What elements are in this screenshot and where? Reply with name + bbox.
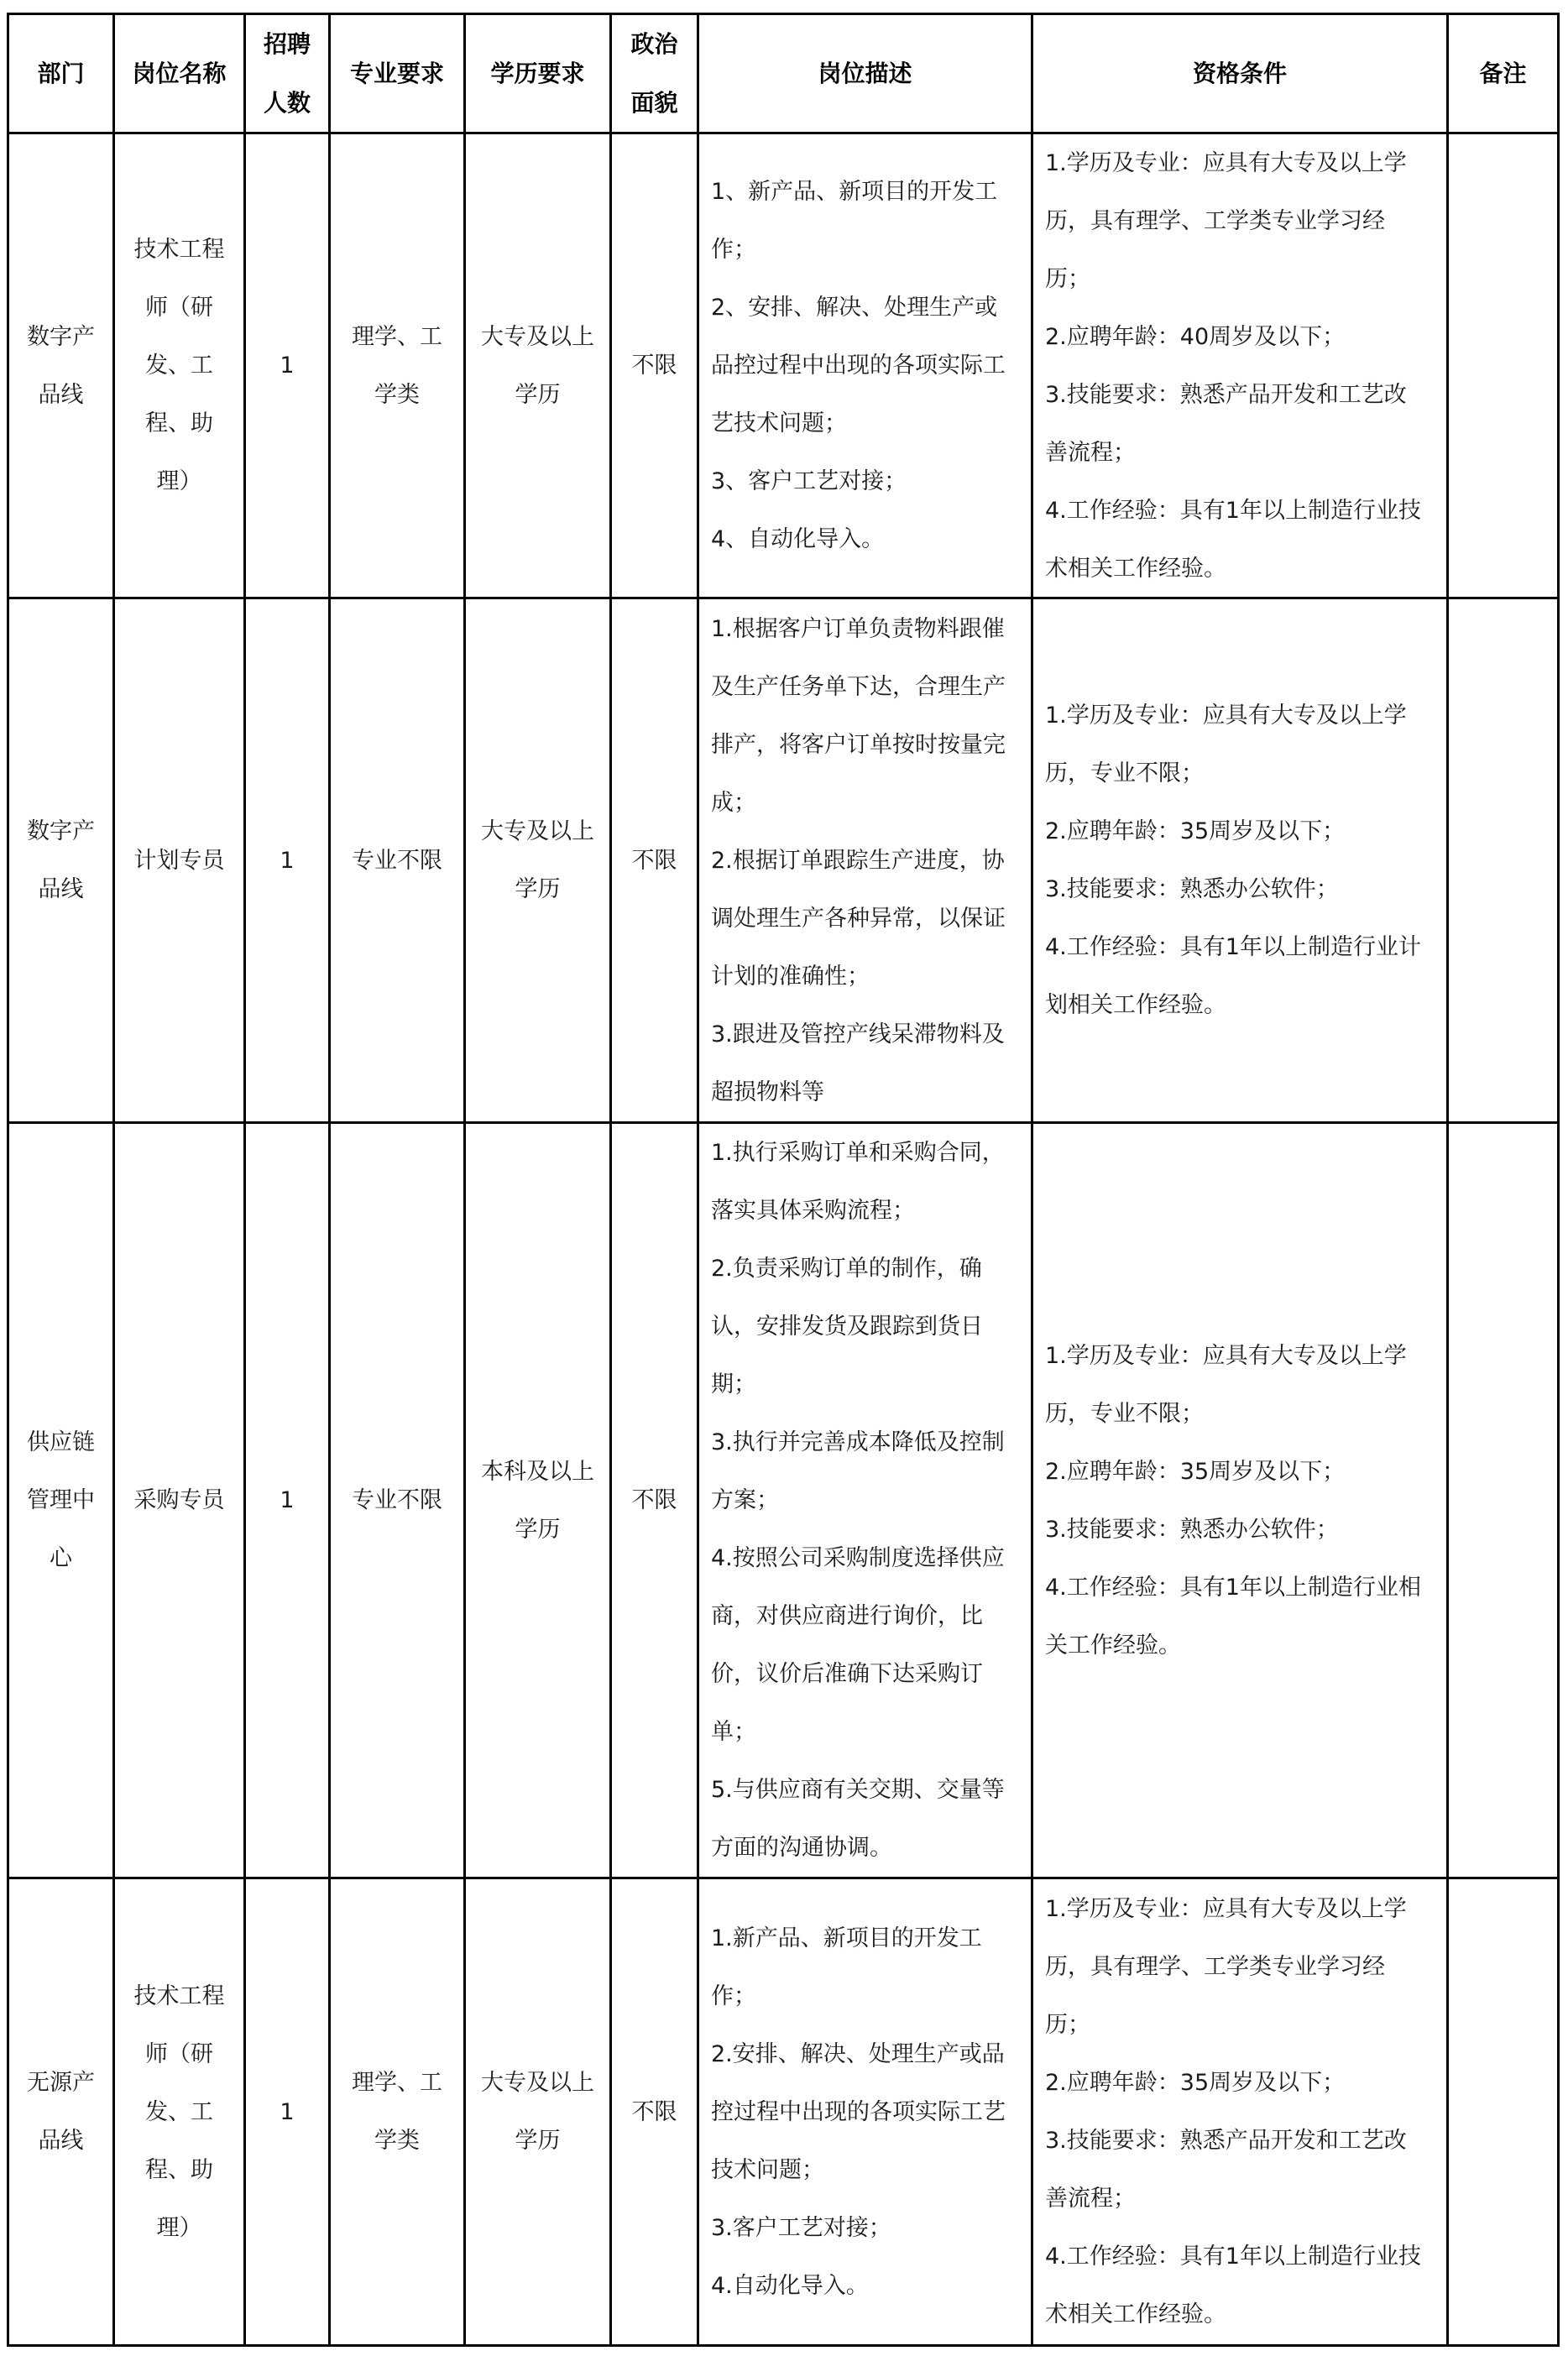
cell-department — [9, 599, 112, 1121]
cell-text: 品线 — [38, 876, 84, 902]
cell-text: 3.技能要求：熟悉产品开发和工艺改 — [1045, 381, 1407, 408]
cell-text: 1 — [280, 847, 295, 874]
cell-position — [115, 599, 243, 1121]
cell-text: 善流程； — [1045, 439, 1136, 466]
cell-text: 供应链 — [27, 1429, 95, 1455]
cell-text: 技术问题； — [711, 2156, 824, 2183]
cell-text: 本科及以上 — [481, 1458, 594, 1485]
cell-text: 历，具有理学、工学类专业学习经 — [1045, 207, 1385, 234]
header-position — [115, 15, 243, 132]
column-divider — [1557, 13, 1560, 2347]
cell-text: 大专及以上 — [481, 818, 594, 844]
cell-text: 1.学历及专业：应具有大专及以上学 — [1045, 703, 1407, 729]
cell-text: 期； — [711, 1371, 756, 1397]
cell-text: 3.技能要求：熟悉办公软件； — [1045, 876, 1339, 902]
cell-text: 师（研 — [145, 2040, 213, 2067]
header-text: 招聘 — [263, 29, 311, 58]
cell-headcount — [246, 134, 328, 597]
header-text: 学历要求 — [490, 59, 585, 87]
cell-text: 不限 — [631, 353, 677, 379]
cell-text: 4.按照公司采购制度选择供应 — [711, 1545, 1005, 1571]
cell-text: 商，对供应商进行询价，比 — [711, 1603, 983, 1629]
column-divider — [1446, 13, 1449, 2347]
cell-text: 艺技术问题； — [711, 410, 847, 436]
cell-text: 无源产 — [27, 2070, 95, 2096]
cell-text: 1.学历及专业：应具有大专及以上学 — [1045, 1896, 1407, 1922]
cell-political-status — [612, 599, 697, 1121]
cell-text: 学类 — [374, 2128, 420, 2154]
cell-text: 善流程； — [1045, 2186, 1136, 2212]
header-text: 专业要求 — [349, 59, 444, 87]
cell-text: 技术工程 — [133, 1982, 225, 2009]
cell-text: 2.应聘年龄：35周岁及以下； — [1045, 2070, 1346, 2096]
cell-text: 大专及以上 — [481, 323, 594, 350]
cell-text: 2.应聘年龄：35周岁及以下； — [1045, 818, 1346, 844]
cell-text: 学历 — [515, 1516, 561, 1543]
cell-text: 数字产 — [27, 818, 95, 844]
header-text: 政治 — [630, 29, 678, 58]
cell-department — [9, 134, 112, 597]
cell-text: 4.工作经验：具有1年以上制造行业技 — [1045, 497, 1421, 524]
cell-text: 价，议价后准确下达采购订 — [711, 1661, 983, 1687]
cell-position — [115, 1124, 243, 1877]
cell-education — [466, 134, 609, 597]
cell-text: 术相关工作经验。 — [1045, 2301, 1226, 2327]
column-divider — [112, 13, 115, 2347]
cell-text: 理） — [156, 468, 202, 494]
cell-text: 品线 — [38, 381, 84, 408]
cell-text: 1.新产品、新项目的开发工 — [711, 1925, 982, 1951]
cell-education — [466, 1879, 609, 2344]
header-department — [9, 15, 112, 132]
cell-qualifications — [1033, 1124, 1446, 1877]
cell-text: 控过程中出现的各项实际工艺 — [711, 2098, 1006, 2125]
column-divider — [7, 13, 9, 2347]
cell-description — [699, 599, 1031, 1121]
cell-position — [115, 134, 243, 597]
column-divider — [243, 13, 246, 2347]
cell-political-status — [612, 134, 697, 597]
cell-political-status — [612, 1124, 697, 1877]
cell-education — [466, 1124, 609, 1877]
cell-text: 计划专员 — [133, 847, 225, 874]
cell-text: 品控过程中出现的各项实际工 — [711, 353, 1006, 379]
cell-text: 2.安排、解决、处理生产或品 — [711, 2040, 1005, 2067]
cell-text: 2.应聘年龄：35周岁及以下； — [1045, 1458, 1346, 1485]
cell-text: 1.学历及专业：应具有大专及以上学 — [1045, 1342, 1407, 1369]
cell-text: 理） — [156, 2214, 202, 2241]
header-description — [699, 15, 1031, 132]
cell-text: 3、客户工艺对接； — [711, 468, 907, 494]
cell-text: 心 — [50, 1545, 72, 1571]
column-divider — [463, 13, 466, 2347]
cell-text: 2.应聘年龄：40周岁及以下； — [1045, 323, 1346, 350]
cell-political-status — [612, 1879, 697, 2344]
cell-text: 专业不限 — [352, 847, 442, 874]
cell-headcount — [246, 1879, 328, 2344]
cell-text: 3.技能要求：熟悉产品开发和工艺改 — [1045, 2128, 1407, 2154]
column-divider — [1031, 13, 1033, 2347]
cell-major — [331, 599, 463, 1121]
cell-major — [331, 1124, 463, 1877]
cell-text: 超损物料等 — [711, 1079, 824, 1105]
cell-text: 数字产 — [27, 323, 95, 350]
header-headcount — [246, 15, 328, 132]
cell-text: 4、自动化导入。 — [711, 526, 885, 552]
header-qualifications — [1033, 15, 1446, 132]
cell-description — [699, 1124, 1031, 1877]
cell-text: 4.工作经验：具有1年以上制造行业技 — [1045, 2244, 1421, 2270]
cell-text: 关工作经验。 — [1045, 1632, 1181, 1659]
cell-remarks — [1449, 134, 1557, 597]
header-text: 岗位名称 — [132, 59, 227, 87]
cell-text: 1 — [280, 353, 295, 379]
row-divider — [7, 1121, 1560, 1124]
cell-text: 管理中 — [27, 1487, 95, 1513]
cell-text: 成； — [711, 789, 756, 816]
header-major — [331, 15, 463, 132]
cell-qualifications — [1033, 134, 1446, 597]
cell-text: 专业不限 — [352, 1487, 442, 1513]
cell-text: 理学、工 — [352, 2070, 442, 2096]
cell-text: 方案； — [711, 1487, 779, 1513]
row-divider — [7, 132, 1560, 134]
cell-text: 1 — [280, 2098, 295, 2125]
cell-text: 排产，将客户订单按时按量完 — [711, 731, 1006, 758]
cell-text: 师（研 — [145, 295, 213, 321]
cell-text: 发、工 — [145, 2098, 213, 2125]
cell-text: 不限 — [631, 1487, 677, 1513]
column-divider — [328, 13, 331, 2347]
cell-text: 大专及以上 — [481, 2070, 594, 2096]
cell-text: 1、新产品、新项目的开发工 — [711, 179, 998, 205]
cell-text: 理学、工 — [352, 323, 442, 350]
cell-text: 单； — [711, 1719, 756, 1745]
cell-text: 程、助 — [145, 410, 213, 436]
column-divider — [609, 13, 612, 2347]
row-divider — [7, 597, 1560, 599]
cell-major — [331, 1879, 463, 2344]
cell-qualifications — [1033, 1879, 1446, 2344]
cell-headcount — [246, 1124, 328, 1877]
cell-description — [699, 134, 1031, 597]
cell-text: 2.根据订单跟踪生产进度，协 — [711, 847, 1005, 874]
cell-text: 2.负责采购订单的制作，确 — [711, 1256, 982, 1282]
header-text: 岗位描述 — [818, 59, 912, 87]
cell-remarks — [1449, 1879, 1557, 2344]
cell-text: 落实具体采购流程； — [711, 1198, 915, 1224]
cell-text: 2、安排、解决、处理生产或 — [711, 295, 998, 321]
cell-text: 划相关工作经验。 — [1045, 992, 1226, 1018]
header-education — [466, 15, 609, 132]
cell-text: 及生产任务单下达，合理生产 — [711, 673, 1006, 700]
header-remarks — [1449, 15, 1557, 132]
cell-text: 3.执行并完善成本降低及控制 — [711, 1429, 1005, 1455]
header-text: 部门 — [37, 59, 85, 87]
cell-text: 历，专业不限； — [1045, 1400, 1204, 1427]
cell-text: 4.工作经验：具有1年以上制造行业相 — [1045, 1574, 1421, 1601]
cell-text: 程、助 — [145, 2156, 213, 2183]
cell-text: 不限 — [631, 847, 677, 874]
cell-text: 3.客户工艺对接； — [711, 2214, 891, 2241]
cell-text: 学历 — [515, 876, 561, 902]
cell-text: 学历 — [515, 2128, 561, 2154]
cell-text: 技术工程 — [133, 237, 225, 263]
cell-text: 1 — [280, 1487, 295, 1513]
cell-text: 3.跟进及管控产线呆滞物料及 — [711, 1021, 1005, 1047]
cell-text: 1.根据客户订单负责物料跟催 — [711, 615, 1005, 642]
cell-major — [331, 134, 463, 597]
cell-text: 作； — [711, 237, 756, 263]
header-text: 人数 — [263, 88, 311, 117]
cell-position — [115, 1879, 243, 2344]
cell-text: 1.执行采购订单和采购合同， — [711, 1140, 1005, 1166]
cell-remarks — [1449, 1124, 1557, 1877]
cell-text: 4.工作经验：具有1年以上制造行业计 — [1045, 934, 1421, 960]
cell-department — [9, 1124, 112, 1877]
cell-text: 历； — [1045, 2012, 1090, 2038]
header-text: 面貌 — [630, 88, 678, 117]
row-divider — [7, 1877, 1560, 1879]
cell-headcount — [246, 599, 328, 1121]
cell-education — [466, 599, 609, 1121]
header-text: 备注 — [1479, 59, 1527, 87]
cell-text: 品线 — [38, 2128, 84, 2154]
cell-text: 方面的沟通协调。 — [711, 1835, 892, 1861]
cell-department — [9, 1879, 112, 2344]
cell-text: 调处理生产各种异常，以保证 — [711, 905, 1006, 932]
cell-text: 历，专业不限； — [1045, 760, 1204, 786]
row-divider — [7, 13, 1560, 15]
cell-description — [699, 1879, 1031, 2344]
cell-text: 学历 — [515, 381, 561, 408]
cell-text: 发、工 — [145, 353, 213, 379]
cell-text: 计划的准确性； — [711, 963, 870, 990]
cell-text: 作； — [711, 1982, 756, 2009]
cell-text: 学类 — [374, 381, 420, 408]
cell-text: 历，具有理学、工学类专业学习经 — [1045, 1954, 1385, 1980]
cell-text: 1.学历及专业：应具有大专及以上学 — [1045, 149, 1407, 176]
cell-text: 4.自动化导入。 — [711, 2272, 869, 2299]
row-divider — [7, 2344, 1560, 2347]
cell-text: 采购专员 — [133, 1487, 225, 1513]
cell-text: 认，安排发货及跟踪到货日 — [711, 1314, 983, 1340]
column-divider — [697, 13, 699, 2347]
cell-text: 历； — [1045, 265, 1090, 292]
cell-qualifications — [1033, 599, 1446, 1121]
cell-remarks — [1449, 599, 1557, 1121]
header-text: 资格条件 — [1192, 59, 1287, 87]
cell-text: 3.技能要求：熟悉办公软件； — [1045, 1516, 1339, 1543]
cell-text: 术相关工作经验。 — [1045, 555, 1226, 582]
cell-text: 5.与供应商有关交期、交量等 — [711, 1777, 1005, 1803]
header-political-status — [612, 15, 697, 132]
cell-text: 不限 — [631, 2098, 677, 2125]
